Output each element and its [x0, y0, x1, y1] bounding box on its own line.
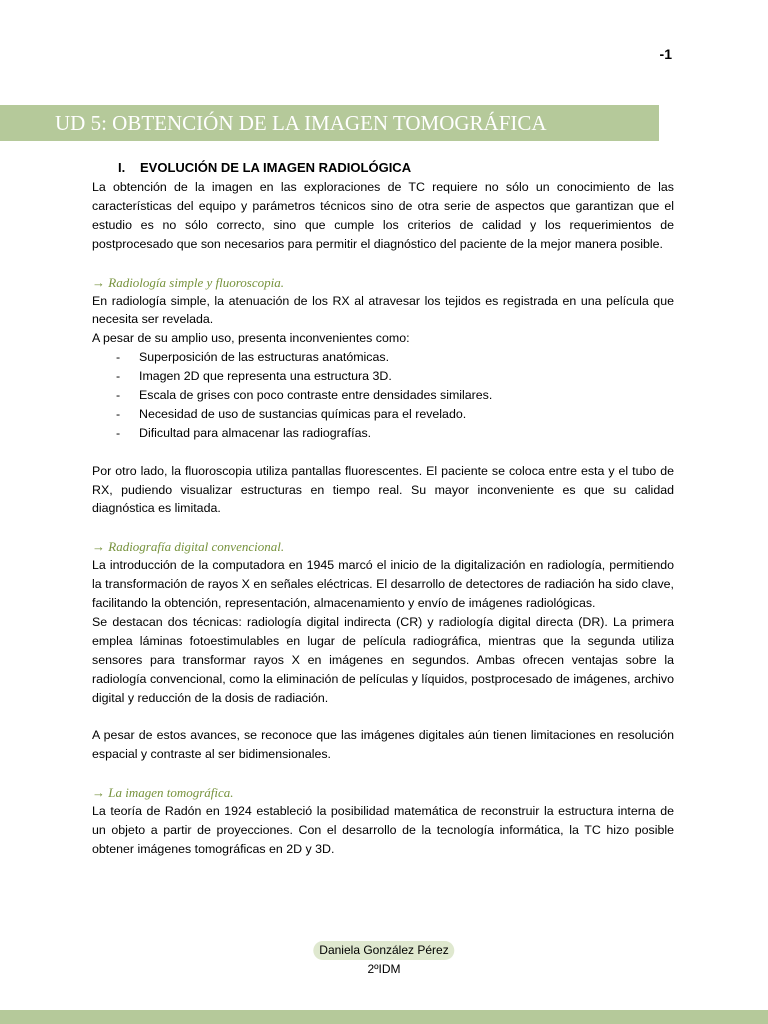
page-number: -1 — [659, 46, 672, 62]
list-item-text: Escala de grises con poco contraste entre densidades similares. — [139, 388, 493, 403]
section-heading — [92, 158, 674, 178]
list-item: - Superposición de las estructuras anatómicas. — [116, 350, 390, 365]
subheading-radiologia-simple: → Radiología simple y fluoroscopia. — [92, 274, 284, 290]
list-item-text: Superposición de las estructuras anatómicas. — [139, 350, 390, 365]
intro-paragraph: La obtención de la imagen en las exploraciones de TC requiere no sólo un conocimiento de las características del equipo y parámetros técnicos sino de otra serie de aspectos que garantizan que el estudio es no sólo correcto, sino que cumple los criterios de calidad y los requerimientos de postprocesado que son necesarios para permitir el diagnóstico del paciente de la mejor manera posible. — [92, 180, 674, 251]
list-item: - Dificultad para almacenar las radiografías. — [116, 425, 372, 440]
paragraph: La introducción de la computadora en 1945 marcó el inicio de la digitalización en radiología, permitiendo la transformación de rayos X en señales eléctricas. El desarrollo de detectores de radiación ha sido clave, facilitando la obtención, representación, almacenamiento y envío de imágenes radiológicas. — [92, 558, 674, 611]
list-item: - Necesidad de uso de sustancias químicas para el revelado. — [116, 406, 467, 421]
list-item-text: Dificultad para almacenar las radiografías. — [139, 425, 372, 440]
paragraph: Por otro lado, la fluoroscopia utiliza pantallas fluorescentes. El paciente se coloca entre esta y el tubo de RX, pudiendo visualizar estructuras en tiempo real. Su mayor inconveniente es que su calidad diagnóstica es limitada. — [92, 463, 674, 516]
course-label: 2ºIDM — [367, 962, 401, 976]
subheading-radiografia-digital: → Radiografía digital convencional. — [92, 539, 285, 555]
paragraph: Se destacan dos técnicas: radiología digital indirecta (CR) y radiología digital directa (DR). La primera emplea láminas fotoestimulables en lugar de película radiográfica, mientras que la segunda utiliza sensores para transformar rayos X en imágenes en segundos. Ambas ofrecen ventajas sobre la radiología convencional, como la eliminación de películas y líquidos, postprocesado de imágenes, archivo digital y reducción de la dosis de radiación. — [92, 614, 674, 705]
paragraph: A pesar de su amplio uso, presenta inconvenientes como: — [92, 331, 410, 346]
unit-title-banner: UD 5: OBTENCIÓN DE LA IMAGEN TOMOGRÁFICA — [0, 105, 659, 141]
section-number: I. — [118, 160, 126, 175]
subheading-imagen-tomografica: → La imagen tomográfica. — [92, 785, 234, 801]
section-title: EVOLUCIÓN DE LA IMAGEN RADIOLÓGICA — [140, 160, 412, 175]
drawbacks-list — [92, 348, 674, 443]
list-item: - Escala de grises con poco contraste entre densidades similares. — [116, 388, 493, 403]
footer-band — [0, 1010, 768, 1024]
list-item-text: Necesidad de uso de sustancias químicas para el revelado. — [139, 406, 467, 421]
list-item-text: Imagen 2D que representa una estructura 3D. — [139, 369, 392, 384]
author-name: Daniela González Pérez — [313, 941, 454, 960]
list-item: - Imagen 2D que representa una estructura 3D. — [116, 369, 392, 384]
document-body — [92, 158, 674, 859]
paragraph: A pesar de estos avances, se reconoce que las imágenes digitales aún tienen limitaciones en resolución espacial y contraste al ser bidimensionales. — [92, 728, 674, 762]
paragraph: La teoría de Radón en 1924 estableció la posibilidad matemática de reconstruir la estructura interna de un objeto a partir de proyecciones. Con el desarrollo de la tecnología informática, la TC hizo posible obtener imágenes tomográficas en 2D y 3D. — [92, 804, 674, 856]
paragraph: En radiología simple, la atenuación de los RX al atravesar los tejidos es registrada en una película que necesita ser revelada. — [92, 293, 674, 327]
